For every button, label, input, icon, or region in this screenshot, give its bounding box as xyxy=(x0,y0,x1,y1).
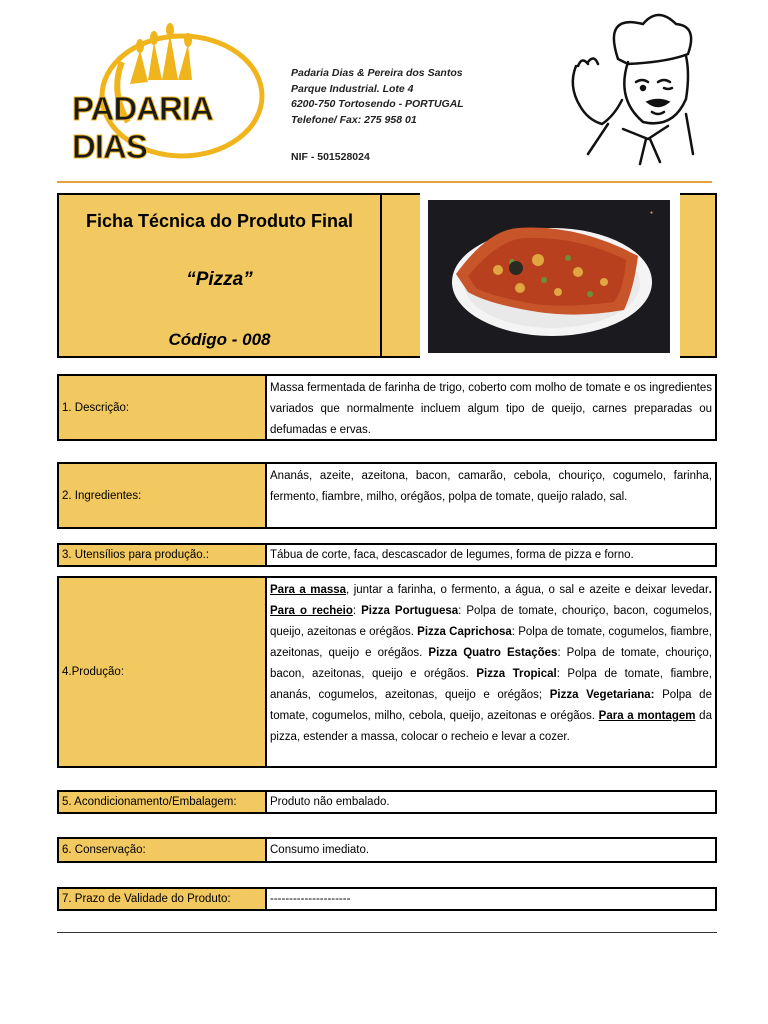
conservacao-label: 6. Conservação: xyxy=(59,839,267,861)
descricao-label: 1. Descrição: xyxy=(59,376,267,439)
validade-value: --------------------- xyxy=(270,892,351,905)
document-title: Ficha Técnica do Produto Final xyxy=(85,211,354,231)
caprichosa-heading: Pizza Caprichosa xyxy=(417,626,512,638)
company-address xyxy=(291,66,464,128)
massa-text: , juntar a farinha, o fermento, a água, o sal e azeite e deixar levedar xyxy=(346,584,709,596)
acondicionamento-value: Produto não embalado. xyxy=(270,795,390,808)
caprichosa-text: : Polpa de tomate, cogumelos, fiambre, azeitonas, queijo e orégãos. xyxy=(270,626,713,659)
validade-label: 7. Prazo de Validade do Produto: xyxy=(59,889,267,909)
montagem-text: da pizza, estender a massa, colocar o recheio e levar a cozer. xyxy=(270,710,712,743)
utensilios-label: 3. Utensílios para produção.: xyxy=(59,545,267,565)
footer-divider xyxy=(57,932,717,933)
montagem-heading: Para a montagem xyxy=(598,710,696,722)
quatro-estacoes-text: : Polpa de tomate, chouriço, bacon, azeitonas, queijo e orégãos. xyxy=(270,647,712,680)
header-divider xyxy=(57,181,712,183)
vegetariana-heading: Pizza Vegetariana: xyxy=(549,689,655,701)
vegetariana-text: Polpa de tomate, cogumelos, milho, cebola, queijo, azeitonas e orégãos. xyxy=(270,689,712,722)
ingredientes-label: 2. Ingredientes: xyxy=(59,464,267,527)
pizza-icon xyxy=(428,200,670,353)
section-ingredientes xyxy=(57,462,717,529)
tropical-text: : Polpa de tomate, fiambre, ananás, cogumelos, azeitonas, queijo e orégãos; xyxy=(270,668,713,701)
product-name: “Pizza” xyxy=(186,269,253,290)
logo-text: PADARIA DIAS xyxy=(72,90,212,165)
conservacao-value: Consumo imediato. xyxy=(270,843,370,856)
section-utensilios xyxy=(57,543,717,567)
utensilios-value: Tábua de corte, faca, descascador de legumes, forma de pizza e forno. xyxy=(270,548,634,561)
descricao-value: Massa fermentada de farinha de trigo, coberto com molho de tomate e os ingredientes variados que normalmente incluem algum tipo de queijo, carnes preparadas ou defumadas e ervas. xyxy=(270,382,712,436)
product-code: Código - 008 xyxy=(168,330,271,349)
padaria-dias-logo xyxy=(70,22,270,165)
title-box xyxy=(57,193,382,358)
producao-value: Para a massa, juntar a farinha, o fermento, a água, o sal e azeite e deixar levedar. Para o recheio: Pizza Portuguesa: Polpa de tomate, chouriço, bacon, cogumelos, queijo, azeitonas e orégãos. Pizza Caprichosa: Polpa de tomate, cogumelos, fiambre, azeitonas, queijo e orégãos. Pizza Quatro Estações: Polpa de tomate, chouriço, bacon, azeitonas, queijo e orégãos. Pizza Tropical: Polpa de tomate, fiambre, ananás, cogumelos, azeitonas, queijo e orégãos; Pizza Vegetariana: Polpa de tomate, cogumelos, milho, cebola, queijo, azeitonas e orégãos. Para a montagem da pizza, estender a massa, colocar o recheio e levar a cozer. xyxy=(270,584,713,743)
address-line: Parque Industrial. Lote 4 xyxy=(291,82,414,95)
chef-illustration xyxy=(548,4,698,169)
chef-icon xyxy=(548,4,698,169)
portuguesa-text: : Polpa de tomate, chouriço, bacon, cogumelos, queijo, azeitonas e orégãos. xyxy=(270,605,713,638)
section-producao xyxy=(57,576,717,768)
svg-text:●: ● xyxy=(650,210,654,216)
producao-label: 4.Produção: xyxy=(59,578,267,766)
nif-number: NIF - 501528024 xyxy=(291,151,370,163)
section-descricao xyxy=(57,374,717,441)
address-line: Padaria Dias & Pereira dos Santos xyxy=(291,67,463,79)
portuguesa-heading: Pizza Portuguesa xyxy=(361,605,459,617)
section-acondicionamento xyxy=(57,790,717,814)
massa-heading: Para a massa xyxy=(270,584,347,596)
quatro-estacoes-heading: Pizza Quatro Estações xyxy=(428,647,558,659)
pizza-photo xyxy=(428,200,670,353)
address-line: Telefone/ Fax: 275 958 01 xyxy=(291,113,417,126)
address-line: 6200-750 Tortosendo - PORTUGAL xyxy=(291,98,464,110)
recheio-heading: Para o recheio xyxy=(270,605,353,617)
acondicionamento-label: 5. Acondicionamento/Embalagem: xyxy=(59,792,267,812)
section-validade xyxy=(57,887,717,911)
tropical-heading: Pizza Tropical xyxy=(476,668,557,680)
section-conservacao xyxy=(57,837,717,863)
ingredientes-value: Ananás, azeite, azeitona, bacon, camarão, cebola, chouriço, cogumelo, farinha, fermento, fiambre, milho, orégãos, polpa de tomate, queijo ralado, sal. xyxy=(270,470,712,503)
